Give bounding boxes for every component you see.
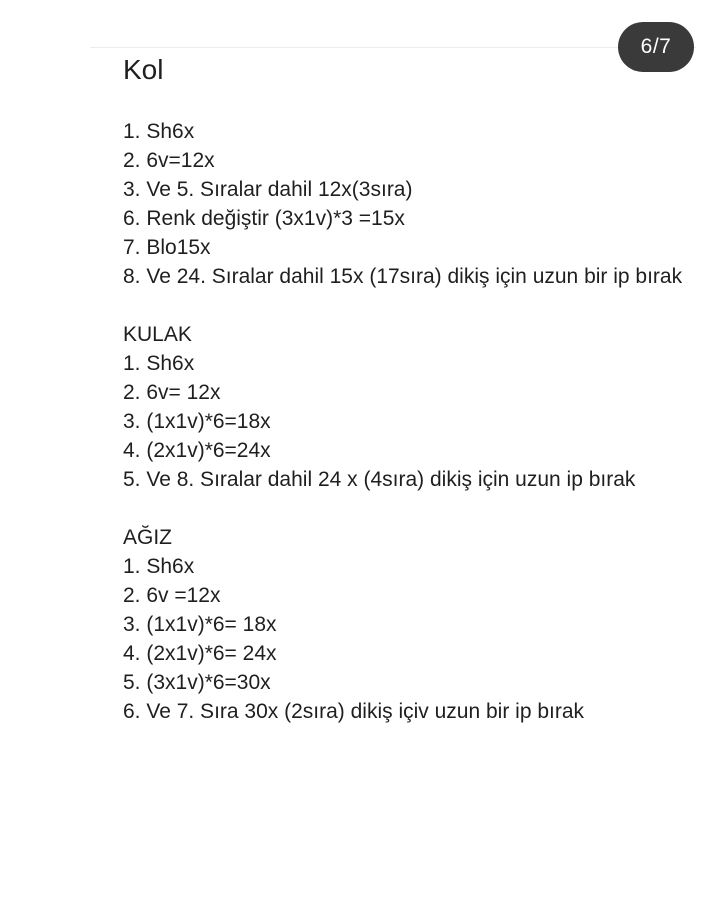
agiz-line-1: 1. Sh6x bbox=[123, 555, 195, 578]
top-divider bbox=[90, 47, 696, 48]
kol-line-1: 1. Sh6x bbox=[123, 120, 195, 143]
page-counter-badge: 6/7 bbox=[618, 22, 694, 72]
agiz-heading: AĞIZ bbox=[123, 526, 173, 549]
agiz-line-4: 4. (2x1v)*6= 24x bbox=[123, 642, 277, 665]
kol-line-3: 3. Ve 5. Sıralar dahil 12x(3sıra) bbox=[123, 178, 413, 201]
agiz-line-5: 5. (3x1v)*6=30x bbox=[123, 671, 271, 694]
kulak-line-5: 5. Ve 8. Sıralar dahil 24 x (4sıra) dikiş için uzun ip bırak bbox=[123, 468, 636, 491]
kulak-heading: KULAK bbox=[123, 323, 192, 346]
kulak-line-1: 1. Sh6x bbox=[123, 352, 195, 375]
document-body bbox=[123, 53, 683, 755]
section-kulak bbox=[123, 320, 683, 494]
agiz-line-6: 6. Ve 7. Sıra 30x (2sıra) dikiş içiv uzun bir ip bırak bbox=[123, 700, 585, 723]
agiz-line-2: 2. 6v =12x bbox=[123, 584, 221, 607]
kulak-line-3: 3. (1x1v)*6=18x bbox=[123, 410, 271, 433]
kol-line-6: 8. Ve 24. Sıralar dahil 15x (17sıra) dikiş için uzun bir ip bırak bbox=[123, 265, 683, 288]
section-kol bbox=[123, 117, 683, 291]
agiz-line-3: 3. (1x1v)*6= 18x bbox=[123, 613, 277, 636]
kol-line-2: 2. 6v=12x bbox=[123, 149, 215, 172]
document-title: Kol bbox=[123, 54, 164, 85]
section-agiz bbox=[123, 523, 683, 726]
kulak-line-2: 2. 6v= 12x bbox=[123, 381, 221, 404]
kol-line-5: 7. Blo15x bbox=[123, 236, 211, 259]
kulak-line-4: 4. (2x1v)*6=24x bbox=[123, 439, 271, 462]
kol-line-4: 6. Renk değiştir (3x1v)*3 =15x bbox=[123, 207, 405, 230]
